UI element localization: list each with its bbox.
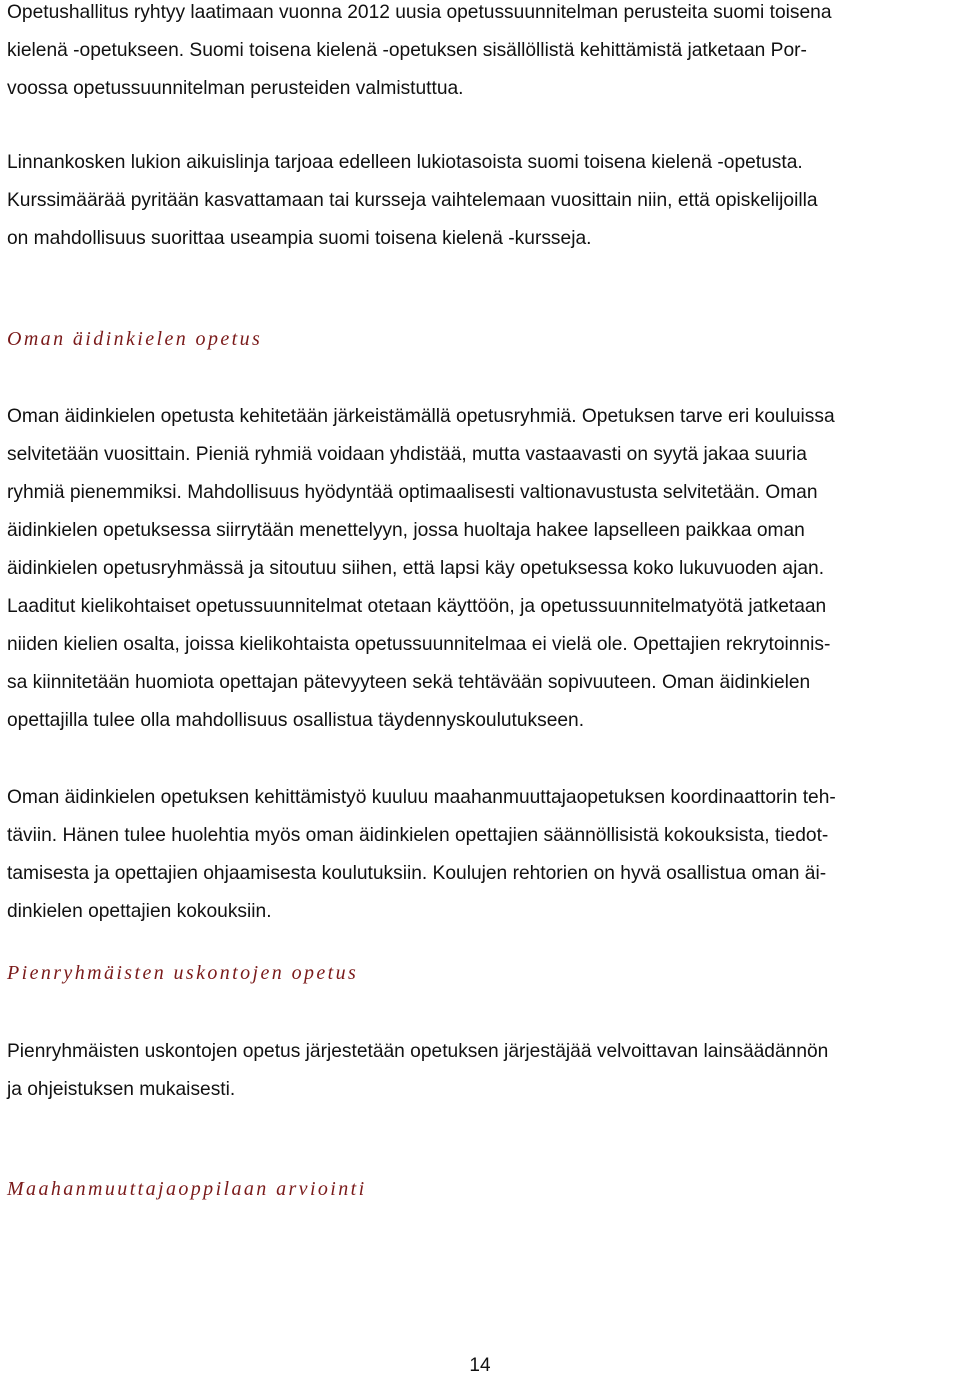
text-line: niiden kielien osalta, joissa kielikohtaista opetussuunnitelmaa ei vielä ole. Opettajien rekrytoinnis-	[7, 634, 831, 655]
text-line: tamisesta ja opettajien ohjaamisesta koulutuksiin. Koulujen rehtorien on hyvä osallistua oman äi-	[7, 863, 827, 884]
text-line: täviin. Hänen tulee huolehtia myös oman äidinkielen opettajien säännöllisistä kokouksista, tiedot-	[7, 825, 829, 846]
paragraph-coordinator	[7, 779, 959, 931]
text-line: dinkielen opettajien kokouksiin.	[7, 901, 272, 922]
text-line: ryhmiä pienemmiksi. Mahdollisuus hyödyntää optimaalisesti valtionavustusta selvitetään. Oman	[7, 482, 818, 503]
text-line: selvitetään vuosittain. Pieniä ryhmiä voidaan yhdistää, mutta vastaavasti on syytä jakaa suuria	[7, 444, 807, 465]
section-heading-minority-religions: Pienryhmäisten uskontojen opetus	[7, 962, 359, 984]
text-line: Pienryhmäisten uskontojen opetus järjestetään opetuksen järjestäjää velvoittavan lainsäädännön	[7, 1041, 829, 1062]
text-line: Kurssimäärää pyritään kasvattamaan tai kursseja vaihtelemaan vuosittain niin, että opiskelijoilla	[7, 190, 818, 211]
text-line: kielenä -opetukseen. Suomi toisena kielenä -opetuksen sisällöllistä kehittämistä jatketaan Por-	[7, 40, 807, 61]
section-heading-mother-tongue: Oman äidinkielen opetus	[7, 328, 263, 350]
text-line: voossa opetussuunnitelman perusteiden valmistuttua.	[7, 78, 464, 99]
page-number: 14	[469, 1355, 491, 1376]
text-line: ja ohjeistuksen mukaisesti.	[7, 1079, 236, 1100]
text-line: on mahdollisuus suorittaa useampia suomi toisena kielenä -kursseja.	[7, 228, 592, 249]
paragraph-mother-tongue-teaching	[7, 398, 959, 740]
text-line: opettajilla tulee olla mahdollisuus osallistua täydennyskoulutukseen.	[7, 710, 585, 731]
text-line: Oman äidinkielen opetuksen kehittämistyö kuuluu maahanmuuttajaopetuksen koordinaattorin teh-	[7, 787, 836, 808]
text-line: äidinkielen opetusryhmässä ja sitoutuu siihen, että lapsi käy opetuksessa koko lukuvuoden ajan.	[7, 558, 825, 579]
text-line: Oman äidinkielen opetusta kehitetään järkeistämällä opetusryhmiä. Opetuksen tarve eri kouluissa	[7, 406, 835, 427]
text-line: Opetushallitus ryhtyy laatimaan vuonna 2012 uusia opetussuunnitelman perusteita suomi toisena	[7, 2, 832, 23]
paragraph-adult-upper-secondary	[7, 144, 959, 258]
paragraph-minority-religions	[7, 1033, 959, 1109]
text-line: Linnankosken lukion aikuislinja tarjoaa edelleen lukiotasoista suomi toisena kielenä -opetusta.	[7, 152, 803, 173]
paragraph-s2-plan	[7, 0, 959, 108]
text-line: sa kiinnitetään huomiota opettajan pätevyyteen sekä tehtävään sopivuuteen. Oman äidinkielen	[7, 672, 811, 693]
text-line: äidinkielen opetuksessa siirrytään menettelyyn, jossa huoltaja hakee lapselleen paikkaa oman	[7, 520, 805, 541]
section-heading-immigrant-assessment: Maahanmuuttajaoppilaan arviointi	[7, 1178, 367, 1200]
text-line: Laaditut kielikohtaiset opetussuunnitelmat otetaan käyttöön, ja opetussuunnitelmatyötä jatketaan	[7, 596, 827, 617]
